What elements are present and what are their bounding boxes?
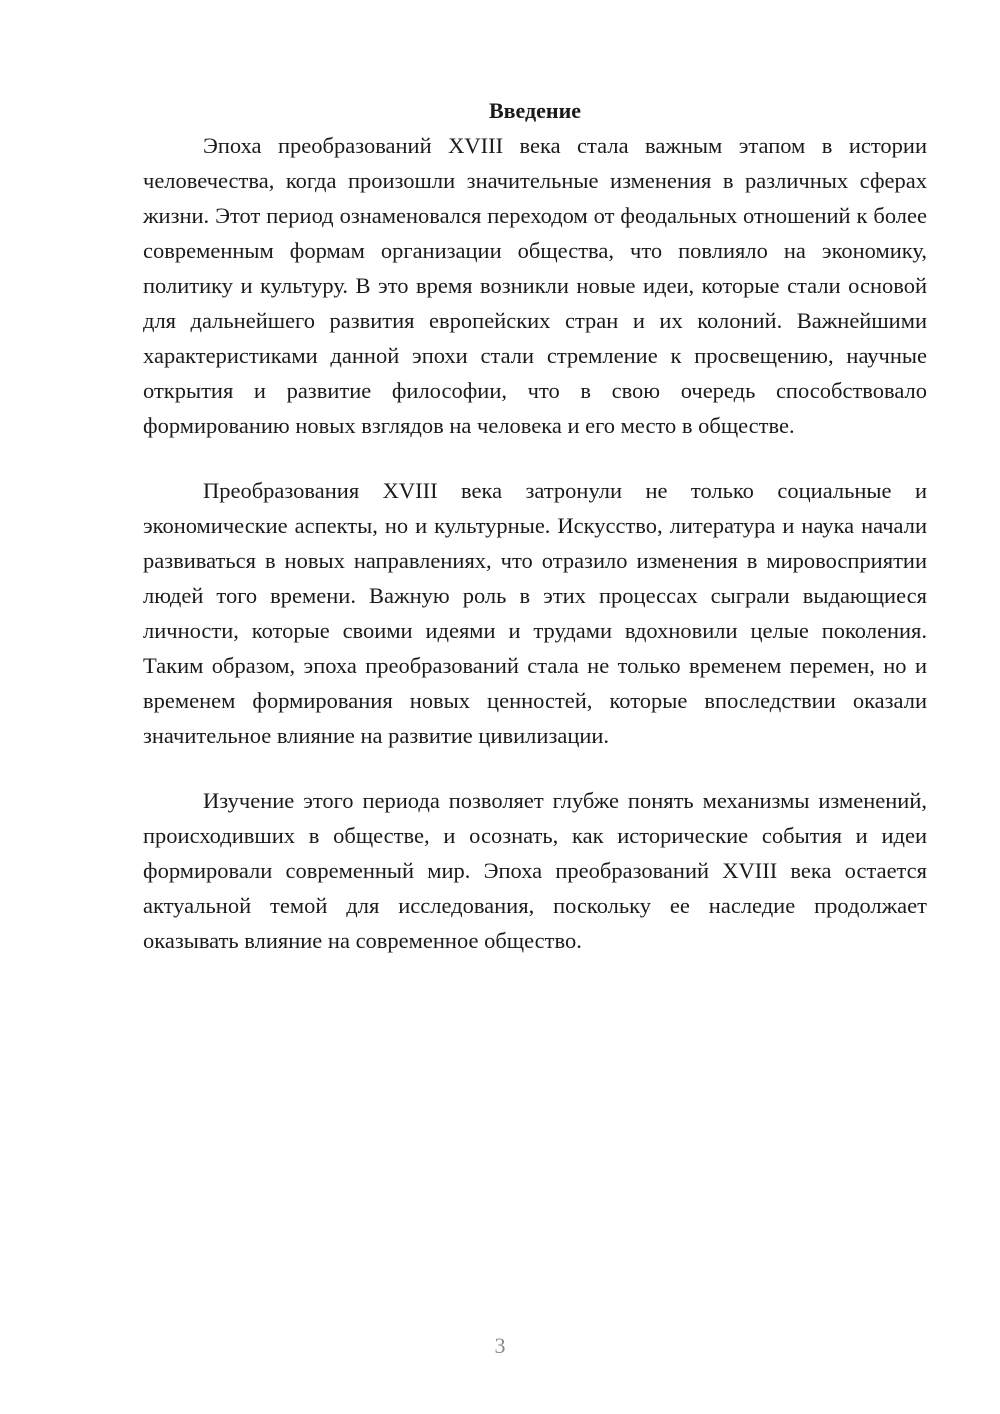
paragraph: Эпоха преобразований XVIII века стала важным этапом в истории человечества, когда произошли значительные изменения в различных сферах жизни. Этот период ознаменовался переходом от феодальных отношений к более современным формам организации общества, что повлияло на экономику, политику и культуру. В это время возникли новые идеи, которые стали основой для дальнейшего развития европейских стран и их колоний. Важнейшими характеристиками данной эпохи стали стремление к просвещению, научные открытия и развитие философии, что в свою очередь способствовало формированию новых взглядов на человека и его место в обществе. [143, 133, 927, 438]
paragraph: Преобразования XVIII века затронули не только социальные и экономические аспекты, но и культурные. Искусство, литература и наука начали развиваться в новых направлениях, что отразило изменения в мировосприятии людей того времени. Важную роль в этих процессах сыграли выдающиеся личности, которые своими идеями и трудами вдохновили целые поколения. Таким образом, эпоха преобразований стала не только временем перемен, но и временем формирования новых ценностей, которые впоследствии оказали значительное влияние на развитие цивилизации. [143, 478, 927, 748]
page-number: 3 [494, 1333, 506, 1358]
paragraph: Изучение этого периода позволяет глубже понять механизмы изменений, происходивших в обществе, и осознать, как исторические события и идеи формировали современный мир. Эпоха преобразований XVIII века остается актуальной темой для исследования, поскольку ее наследие продолжает оказывать влияние на современное общество. [143, 788, 927, 953]
section-heading: Введение [488, 98, 582, 123]
page-body [143, 93, 927, 958]
